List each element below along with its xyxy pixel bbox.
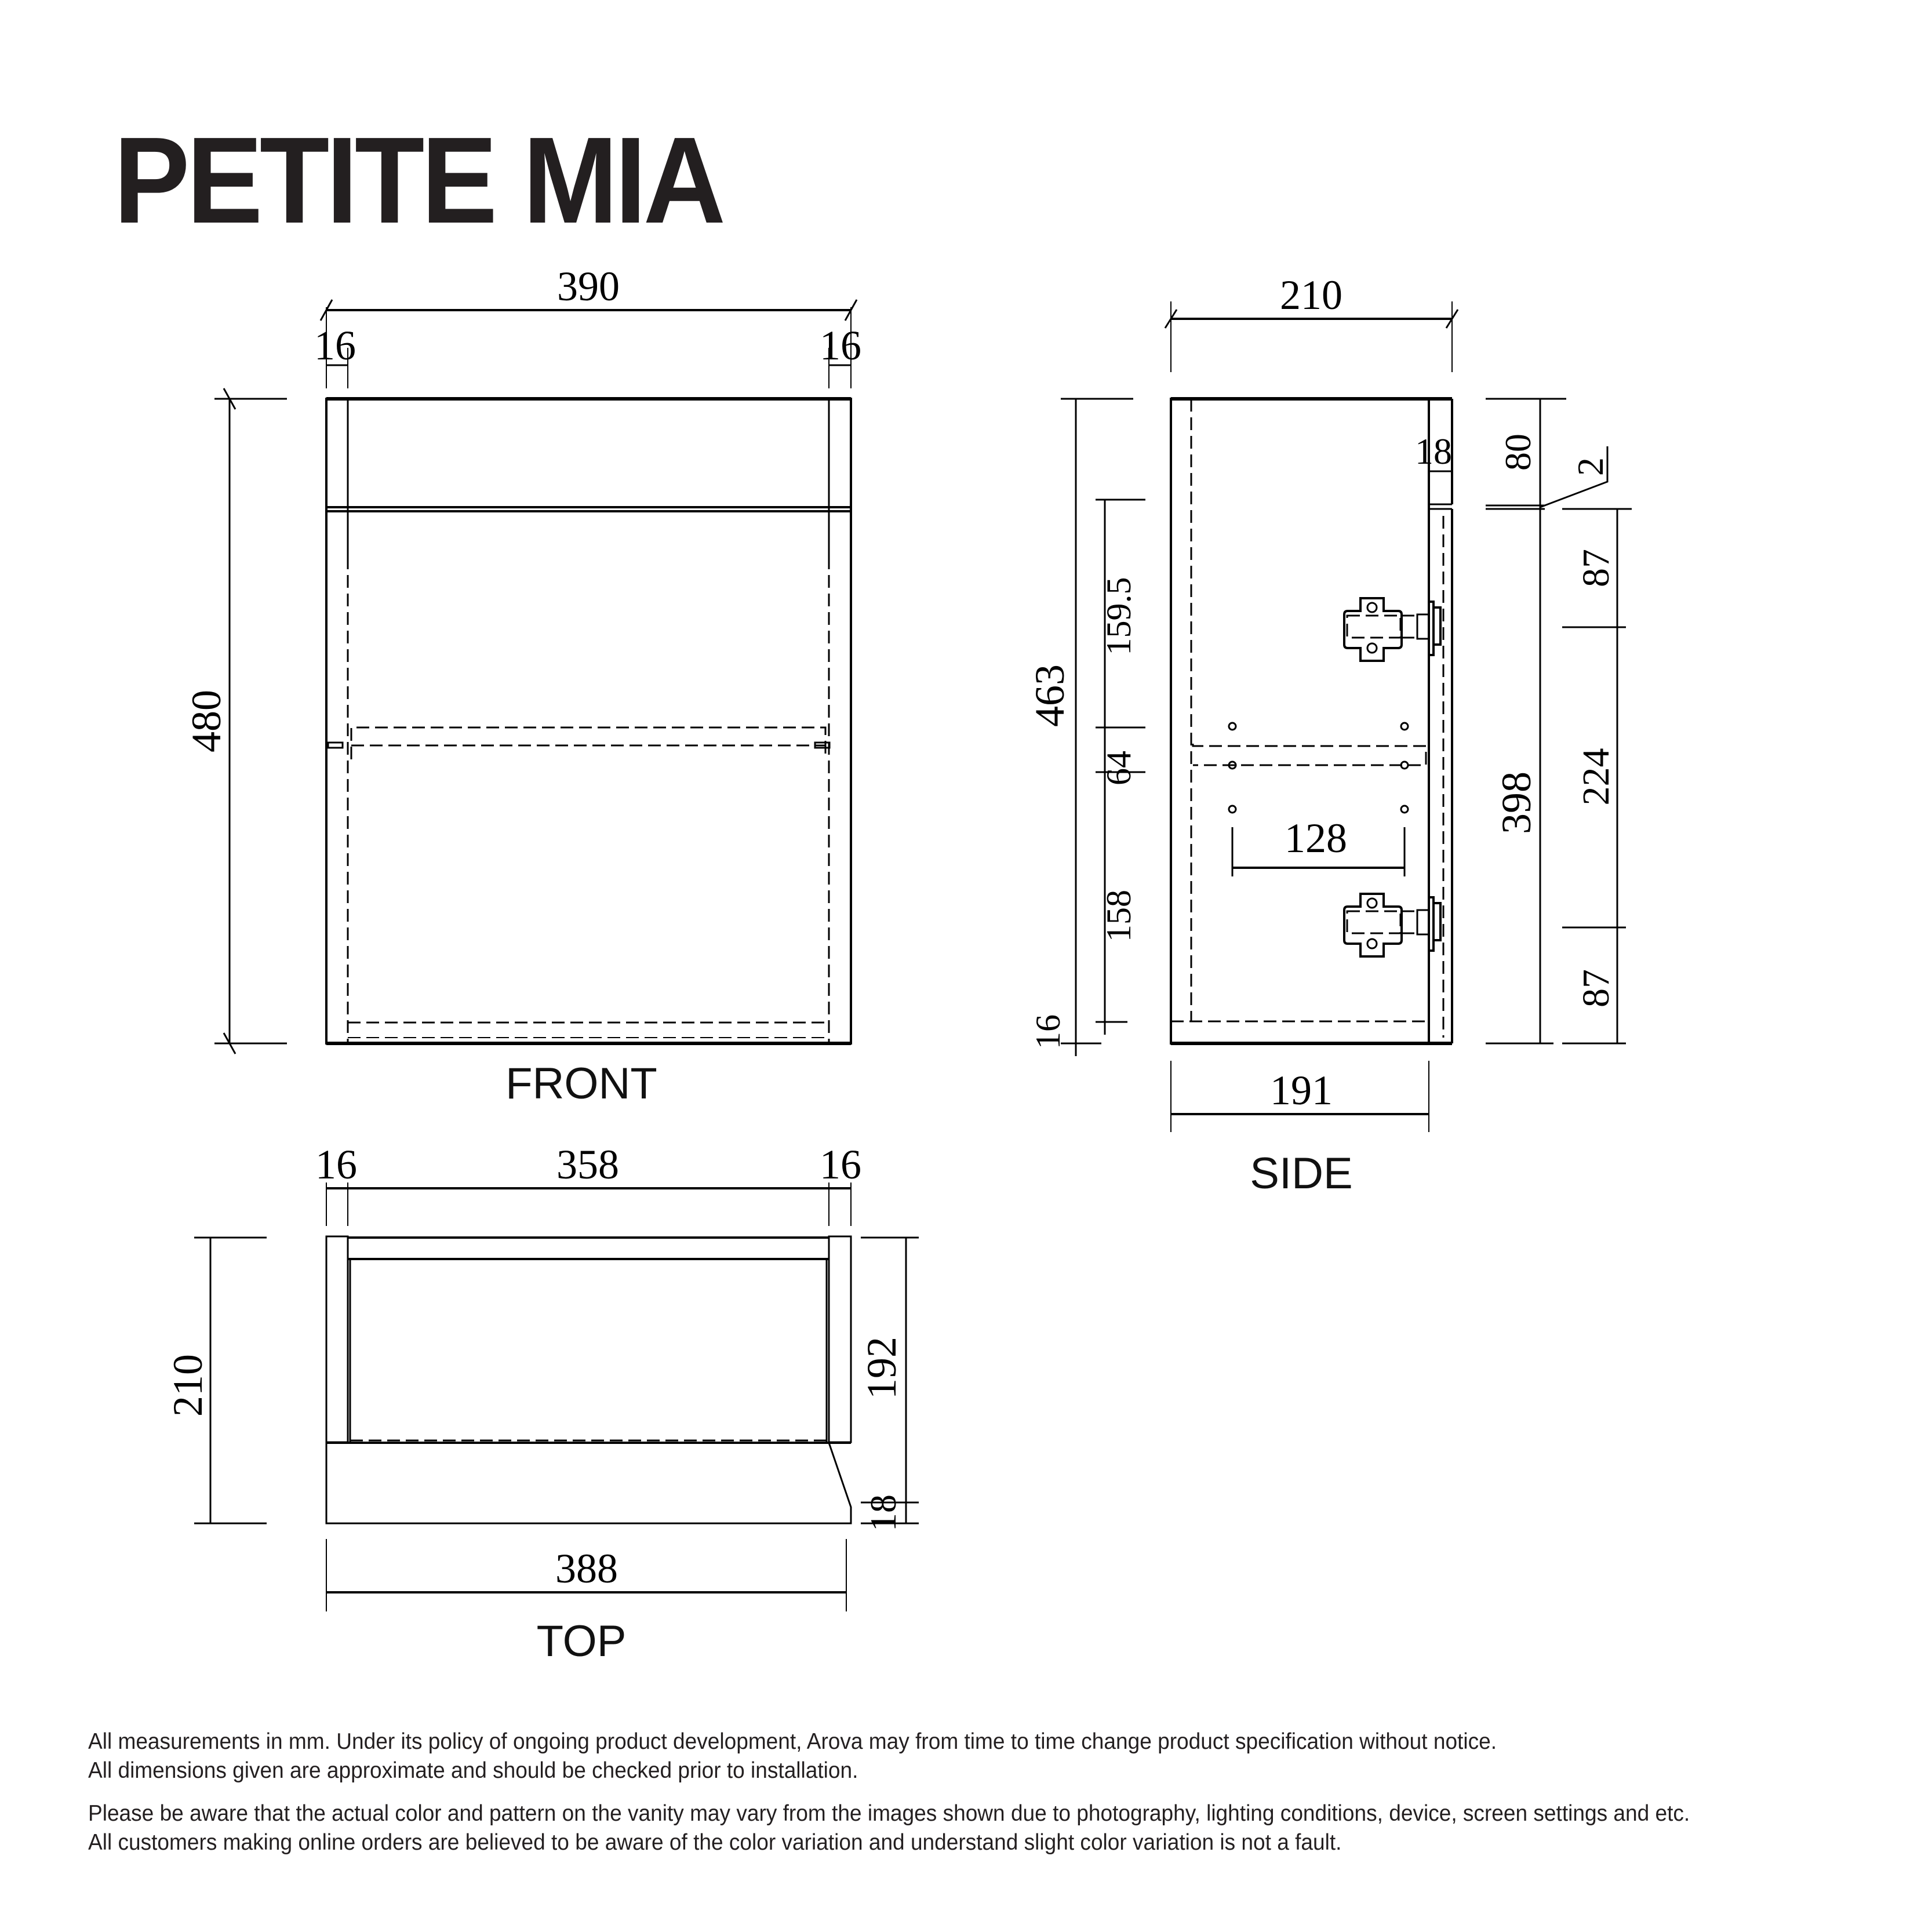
side-lower-label: 158	[1100, 890, 1138, 942]
side-upper-label: 159.5	[1100, 577, 1138, 656]
top-door-width-label: 388	[555, 1545, 618, 1592]
top-depth-label: 210	[165, 1354, 211, 1417]
top-view	[165, 1141, 919, 1666]
side-hinge-top-label: 87	[1575, 549, 1617, 587]
disclaimer-line: All measurements in mm. Under its policy of ongoing product development, Arova may from time to time change product specification without notice.	[88, 1729, 1497, 1754]
front-left-side-label: 16	[314, 322, 356, 369]
front-right-side-label: 16	[820, 322, 861, 369]
disclaimer-line: All customers making online orders are believed to be aware of the color variation and understand slight color variation is not a fault.	[88, 1830, 1342, 1855]
front-view-label: FRONT	[505, 1059, 657, 1108]
side-shelf-zone-label: 64	[1100, 751, 1138, 785]
side-inner-depth-label: 191	[1270, 1067, 1333, 1114]
side-view-label: SIDE	[1250, 1149, 1353, 1198]
shelf-holes	[1229, 723, 1408, 813]
hinge-bottom	[1344, 894, 1440, 956]
side-gap-label: 2	[1570, 457, 1611, 476]
front-width-label: 390	[557, 263, 620, 310]
top-door-label: 18	[863, 1494, 904, 1531]
top-left-side-label: 16	[315, 1141, 357, 1188]
side-hole-spacing-label: 128	[1285, 815, 1347, 861]
front-height-label: 480	[183, 690, 230, 752]
top-inner-width-label: 358	[556, 1141, 619, 1188]
front-view	[183, 263, 861, 1108]
disclaimer	[88, 1727, 1690, 1871]
side-height-label: 463	[1027, 664, 1073, 727]
top-right-side-label: 16	[820, 1141, 861, 1188]
side-hinge-spacing-label: 224	[1575, 748, 1617, 806]
hinge-top	[1344, 598, 1440, 661]
side-rail-height-label: 80	[1497, 434, 1538, 471]
side-base-label: 16	[1029, 1014, 1067, 1049]
side-depth-label: 210	[1280, 272, 1342, 318]
shelf-peg-left	[328, 743, 343, 748]
page-title: PETITE MIA	[114, 111, 723, 249]
top-view-label: TOP	[536, 1617, 627, 1666]
disclaimer-line: Please be aware that the actual color and pattern on the vanity may vary from the images shown due to photography, lighting conditions, device, screen settings and etc.	[88, 1801, 1690, 1826]
top-carcass-depth-label: 192	[858, 1337, 905, 1399]
side-hinge-bottom-label: 87	[1575, 969, 1617, 1007]
side-door-height-label: 398	[1493, 772, 1540, 834]
side-door-thickness-label: 18	[1415, 431, 1452, 472]
disclaimer-measurements	[88, 1727, 1690, 1785]
disclaimer-color	[88, 1799, 1690, 1857]
side-view	[1027, 272, 1632, 1198]
disclaimer-line: All dimensions given are approximate and should be checked prior to installation.	[88, 1758, 858, 1783]
